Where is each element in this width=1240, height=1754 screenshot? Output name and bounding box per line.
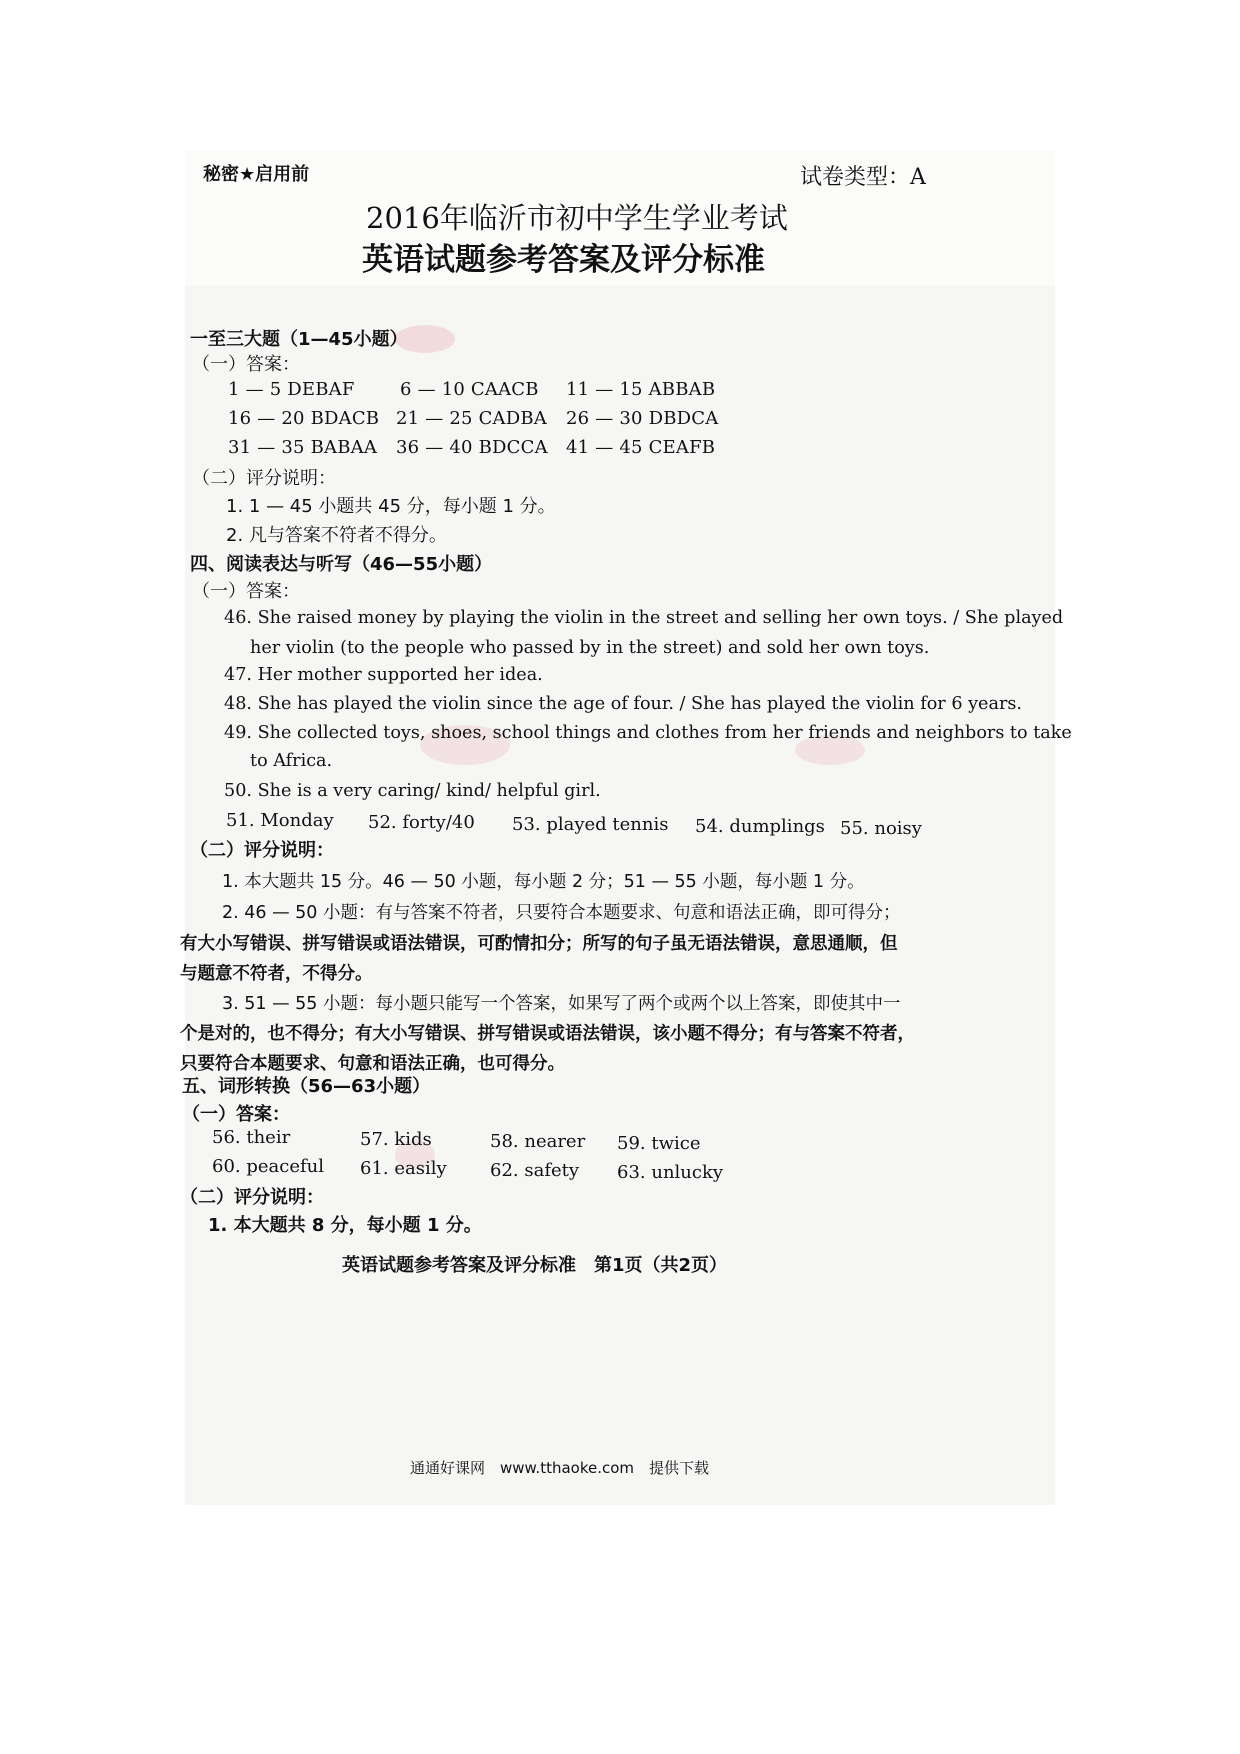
- answer-50: 50. She is a very caring/ kind/ helpful girl.: [224, 781, 601, 801]
- site-footer: 通通好课网 www.tthaoke.com 提供下载: [410, 1459, 710, 1477]
- answer-55: 55. noisy: [840, 818, 922, 839]
- answer-group: 36 — 40 BDCCA: [396, 437, 548, 458]
- answer-57: 57. kids: [360, 1129, 432, 1150]
- confidential-mark: 秘密★启用前: [203, 164, 310, 185]
- answer-54: 54. dumplings: [695, 816, 825, 837]
- answer-49-cont: to Africa.: [250, 751, 333, 771]
- answer-group: 26 — 30 DBDCA: [566, 408, 719, 429]
- answer-52: 52. forty/40: [368, 812, 475, 833]
- answer-58: 58. nearer: [490, 1131, 586, 1152]
- section-heading: 四、阅读表达与听写（46—55小题）: [190, 554, 493, 575]
- answer-61: 61. easily: [360, 1158, 447, 1179]
- answer-group: 6 — 10 CAACB: [400, 379, 539, 400]
- answer-60: 60. peaceful: [212, 1156, 324, 1177]
- answer-group: 1 — 5 DEBAF: [228, 379, 355, 400]
- answer-56: 56. their: [212, 1127, 291, 1148]
- answer-48: 48. She has played the violin since the age of four. / She has played the violin for 6 years.: [224, 694, 1022, 714]
- scoring-note: 2. 凡与答案不符者不得分。: [226, 525, 447, 546]
- answer-53: 53. played tennis: [512, 814, 669, 835]
- answer-51: 51. Monday: [226, 810, 334, 831]
- answer-46: 46. She raised money by playing the violin in the street and selling her own toys. / She played: [224, 608, 1064, 628]
- answer-group: 41 — 45 CEAFB: [566, 437, 716, 458]
- scoring-note-1: 1. 本大题共 15 分。46 — 50 小题，每小题 2 分；51 — 55 小题，每小题 1 分。: [222, 872, 865, 892]
- paper-type: 试卷类型：A: [800, 165, 926, 190]
- scoring-note-2: 2. 46 — 50 小题：有与答案不符者，只要符合本题要求、句意和语法正确，即可得分；: [222, 903, 901, 923]
- answer-46-cont: her violin (to the people who passed by in the street) and sold her own toys.: [250, 638, 930, 658]
- scoring-note-3-cont: 只要符合本题要求、句意和语法正确，也可得分。: [180, 1054, 565, 1074]
- answer-group: 21 — 25 CADBA: [396, 408, 548, 429]
- page-title-line1: 2016年临沂市初中学生学业考试: [366, 201, 788, 235]
- answer-47: 47. Her mother supported her idea.: [224, 665, 543, 685]
- section-heading: 五、词形转换（56—63小题）: [182, 1076, 431, 1097]
- notes-label: （二）评分说明：: [192, 468, 336, 489]
- answer-49: 49. She collected toys, shoes, school things and clothes from her friends and neighbors to take: [224, 723, 1072, 743]
- section-heading: 一至三大题（1—45小题）: [190, 329, 408, 350]
- answer-59: 59. twice: [617, 1133, 701, 1154]
- scoring-note: 1. 本大题共 8 分，每小题 1 分。: [208, 1215, 482, 1236]
- scoring-note-2-cont: 与题意不符者，不得分。: [180, 964, 373, 984]
- answer-group: 11 — 15 ABBAB: [566, 379, 716, 400]
- page-footer: 英语试题参考答案及评分标准 第1页（共2页）: [342, 1255, 728, 1276]
- scoring-note-3: 3. 51 — 55 小题：每小题只能写一个答案，如果写了两个或两个以上答案，即使其中一: [222, 994, 901, 1014]
- answers-label: （一）答案：: [192, 581, 300, 602]
- scoring-note-2-cont: 有大小写错误、拼写错误或语法错误，可酌情扣分；所写的句子虽无语法错误，意思通顺，但: [180, 934, 898, 954]
- notes-label: （二）评分说明：: [190, 840, 334, 861]
- answer-group: 31 — 35 BABAA: [228, 437, 378, 458]
- scoring-note: 1. 1 — 45 小题共 45 分，每小题 1 分。: [226, 496, 556, 517]
- scoring-note-3-cont: 个是对的，也不得分；有大小写错误、拼写错误或语法错误，该小题不得分；有与答案不符者，: [180, 1024, 915, 1044]
- answer-63: 63. unlucky: [617, 1162, 724, 1183]
- page-title-line2: 英语试题参考答案及评分标准: [362, 242, 765, 278]
- answers-label: （一）答案：: [192, 354, 300, 375]
- notes-label: （二）评分说明：: [180, 1187, 324, 1208]
- answer-group: 16 — 20 BDACB: [228, 408, 380, 429]
- answer-62: 62. safety: [490, 1160, 580, 1181]
- answers-label: （一）答案：: [182, 1104, 290, 1125]
